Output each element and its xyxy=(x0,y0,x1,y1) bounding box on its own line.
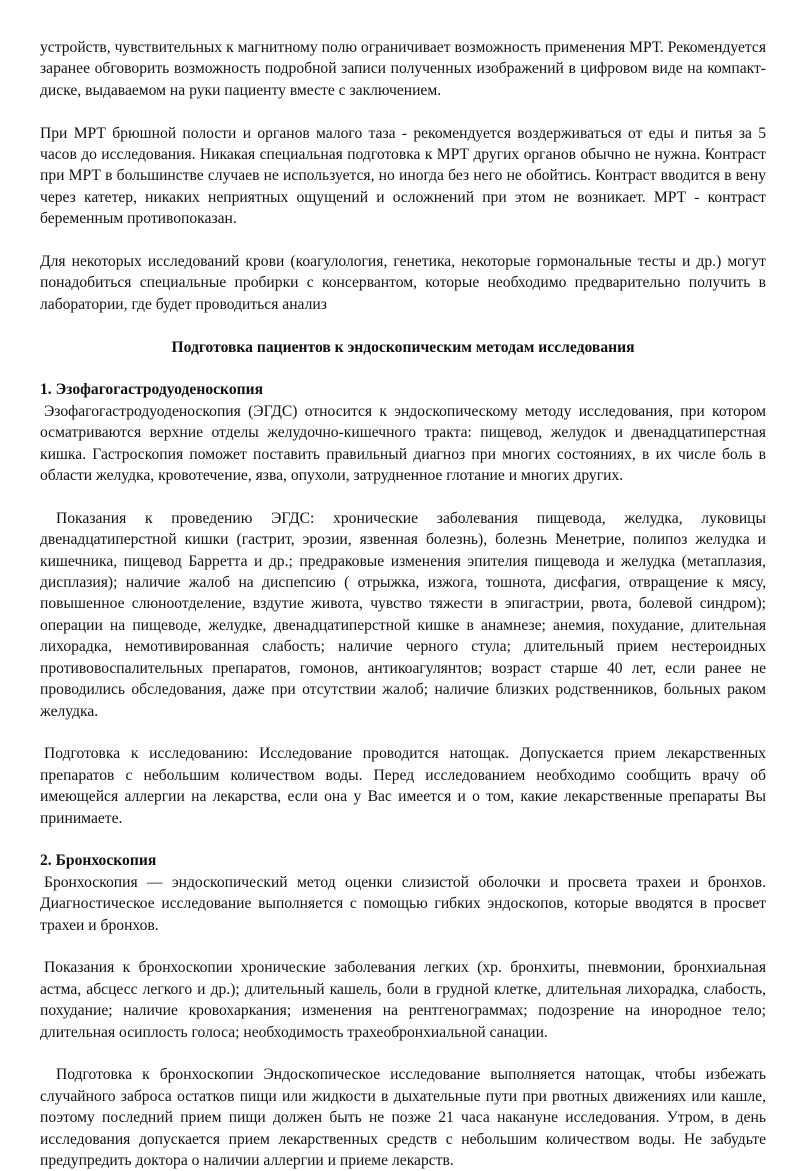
bronchoscopy-heading: 2. Бронхоскопия xyxy=(40,852,157,870)
bronchoscopy-indications-paragraph: Показания к бронхоскопии хронические заболевания легких (хр. бронхиты, пневмонии, бронхиальная астма, абсцесс легкого и др.); длительный кашель, боли в грудной клетке, длительная лихорадка, слабость, похудание; наличие кровохаркания; изменения на рентгенограммах; подозрение на инородное тело; длительная осиплость голоса; необходимость трахеобронхиальной санации. xyxy=(40,959,766,1041)
egds-heading: 1. Эзофагогастродуоденоскопия xyxy=(40,381,264,399)
egds-description-paragraph: Эзофагогастродуоденоскопия (ЭГДС) относится к эндоскопическому методу исследования, при котором осматриваются верхние отделы желудочно-кишечного тракта: пищевод, желудок и двенадцатиперстная кишка. Гастроскопия поможет поставить правильный диагноз при многих состояниях, в их числе боль в области желудка, кровотечение, язва, опухоли, затрудненное глотание и многих других. xyxy=(40,402,766,485)
bronchoscopy-description-paragraph: Бронхоскопия — эндоскопический метод оценки слизистой оболочки и просвета трахеи и бронхов. Диагностическое исследование выполняется с помощью гибких эндоскопов, которые вводятся в просвет трахеи и бронхов. xyxy=(40,873,766,934)
bronchoscopy-preparation-paragraph: Подготовка к бронхоскопии Эндоскопическое исследование выполняется натощак, чтобы избежать случайного заброса остатков пищи или жидкости в дыхательные пути при рвотных движениях или кашле, поэтому последний прием пищи должен быть не позже 21 часа накануне исследования. Утром, в день исследования допускается прием лекарственных средств с небольшим количеством воды. Не забудьте предупредить доктора о наличии аллергии и приеме лекарств. xyxy=(40,1066,766,1169)
blood-tests-paragraph: Для некоторых исследований крови (коагулология, генетика, некоторые гормональные тесты и др.) могут понадобиться специальные пробирки с консервантом, которые необходимо предварительно получить в лаборатории, где будет проводиться анализ xyxy=(40,253,766,313)
mri-continuation-paragraph: устройств, чувствительных к магнитному полю ограничивает возможность применения МРТ. Рекомендуется заранее обговорить возможность подробной записи полученных изображений в цифровом виде на компакт-диске, выдаваемом на руки пациенту вместе с заключением. xyxy=(40,39,766,99)
mri-abdomen-paragraph: При МРТ брюшной полости и органов малого таза - рекомендуется воздерживаться от еды и питья за 5 часов до исследования. Никакая специальная подготовка к МРТ других органов обычно не нужна. Контраст при МРТ в большинстве случаев не используется, но иногда без него не обойтись. Контраст вводится в вену через катетер, никаких неприятных ощущений и осложнений при этом не возникает. МРТ - контраст беременным противопоказан. xyxy=(40,124,766,228)
egds-preparation-paragraph: Подготовка к исследованию: Исследование проводится натощак. Допускается прием лекарственных препаратов с небольшим количеством воды. Перед исследованием необходимо сообщить врачу об имеющейся аллергии на лекарства, если она у Вас имеется и о том, какие лекарственные препараты Вы принимаете. xyxy=(40,745,766,827)
section-title: Подготовка пациентов к эндоскопическим методам исследования xyxy=(171,338,635,356)
egds-indications-paragraph: Показания к проведению ЭГДС: хронические заболевания пищевода, желудка, луковицы двенадцатиперстной кишки (гастрит, эрозии, язвенная болезнь), болезнь Менетрие, полипоз желудка и кишечника, пищевод Барретта и др.; предраковые изменения эпителия пищевода и желудка (метаплазия, дисплазия); наличие жалоб на диспепсию ( отрыжка, изжога, тошнота, дисфагия, отвращение к мясу, повышенное слюноотделение, вздутие живота, чувство тяжести в эпигастрии, рвота, болевой синдром); операции на пищеводе, желудке, двенадцатиперстной кишке в анамнезе; анемия, похудание, длительная лихорадка, немотивированная слабость; наличие черного стула; длительный прием нестероидных противовоспалительных препаратов, гомонов, антикоагулянтов; возраст старше 40 лет, если ранее не проводились обследования, даже при отсутствии жалоб; наличие близких родственников, больных раком желудка. xyxy=(40,509,766,720)
